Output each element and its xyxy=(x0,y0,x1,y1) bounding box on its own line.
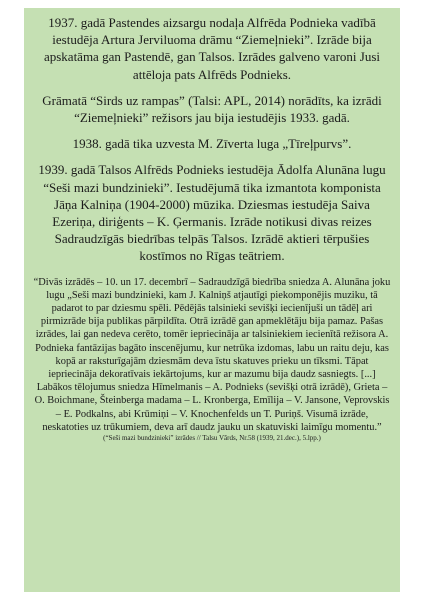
text-panel xyxy=(24,8,400,592)
paragraph-bundzinieki-1939: 1939. gadā Talsos Alfrēds Podnieks iestudēja Ādolfa Alunāna lugu “Seši mazi bundzinieki”. Iestudējumā tika izmantota komponista Jāņa Kalniņa (1904-2000) mūzika. Dziesmas iestudēja Saiva Ezeriņa, diriģents – K. Ģermanis. Izrāde notikusi divas reizes Sadraudzīgās biedrības telpās Talsos. Izrādē aktieri tērpušies kostīmos no Rīgas teātriem. xyxy=(38,162,386,264)
paragraph-tirelpurvs-1938: 1938. gadā tika uzvesta M. Zīverta luga „Tīreļpurvs”. xyxy=(72,136,352,152)
newspaper-quote: “Divās izrādēs – 10. un 17. decembrī – Sadraudzīgā biedrība sniedza A. Alunāna joku lugu „Seši mazi bundzinieki, kam J. Kalniņš atjautīgi piekomponējis muziku, tā padarot to par dziesmu spēli. Pēdējās talsinieki sevišķi iecienījuši un tādēļ ari pirmizrāde bija publikas pārpildīta. Otrā izrādē gan apmeklētāju bija pamaz. Pašas izrādes, lai gan nedeva cerēto, tomēr iepriecināja ar talsiniekiem iecienītā režisora A. Podnieka fantāzijas bagāto inscenējumu, kur netrūka izdomas, labu un raitu deju, kas kopā ar raksturīgajām dziesmām deva īstu skatuves prieku un tīksmi. Tāpat iepriecināja dekoratīvais iekārtojums, kur ar mazumu bija daudz sasniegts. [...] Labākos tēlojumus sniedza Hīmelmanis – A. Podnieks (sevišķi otrā izrādē), Grieta – O. Boichmane, Šteinberga madama – L. Kronberga, Emīlija – V. Jansone, Veprovskis – E. Podkalns, abi Krūmiņi – V. Knochenfelds un T. Puriņš. Visumā izrāde, neskatoties uz trūkumiem, deva arī daudz jauku un skatuviski laimīgu momentu.” xyxy=(33,276,391,433)
paragraph-book-reference: Grāmatā “Sirds uz rampas” (Talsi: APL, 2014) norādīts, ka izrādi “Ziemeļnieki” režisors jau bija iestudējis 1933. gadā. xyxy=(42,92,382,126)
paragraph-podnieks-1937: 1937. gadā Pastendes aizsargu nodaļa Alfrēda Podnieka vadībā iestudēja Artura Jerviluoma drāmu “Ziemeļnieki”. Izrāde bija apskatāma gan Pastendē, gan Talsos. Izrādes galveno varoni Jusi attēloja pats Alfrēds Podnieks. xyxy=(43,15,381,82)
quote-source: (“Seši mazi bundzinieki” izrādes // Talsu Vārds, Nr.58 (1939, 21.dec.), 5.lpp.) xyxy=(103,434,321,443)
